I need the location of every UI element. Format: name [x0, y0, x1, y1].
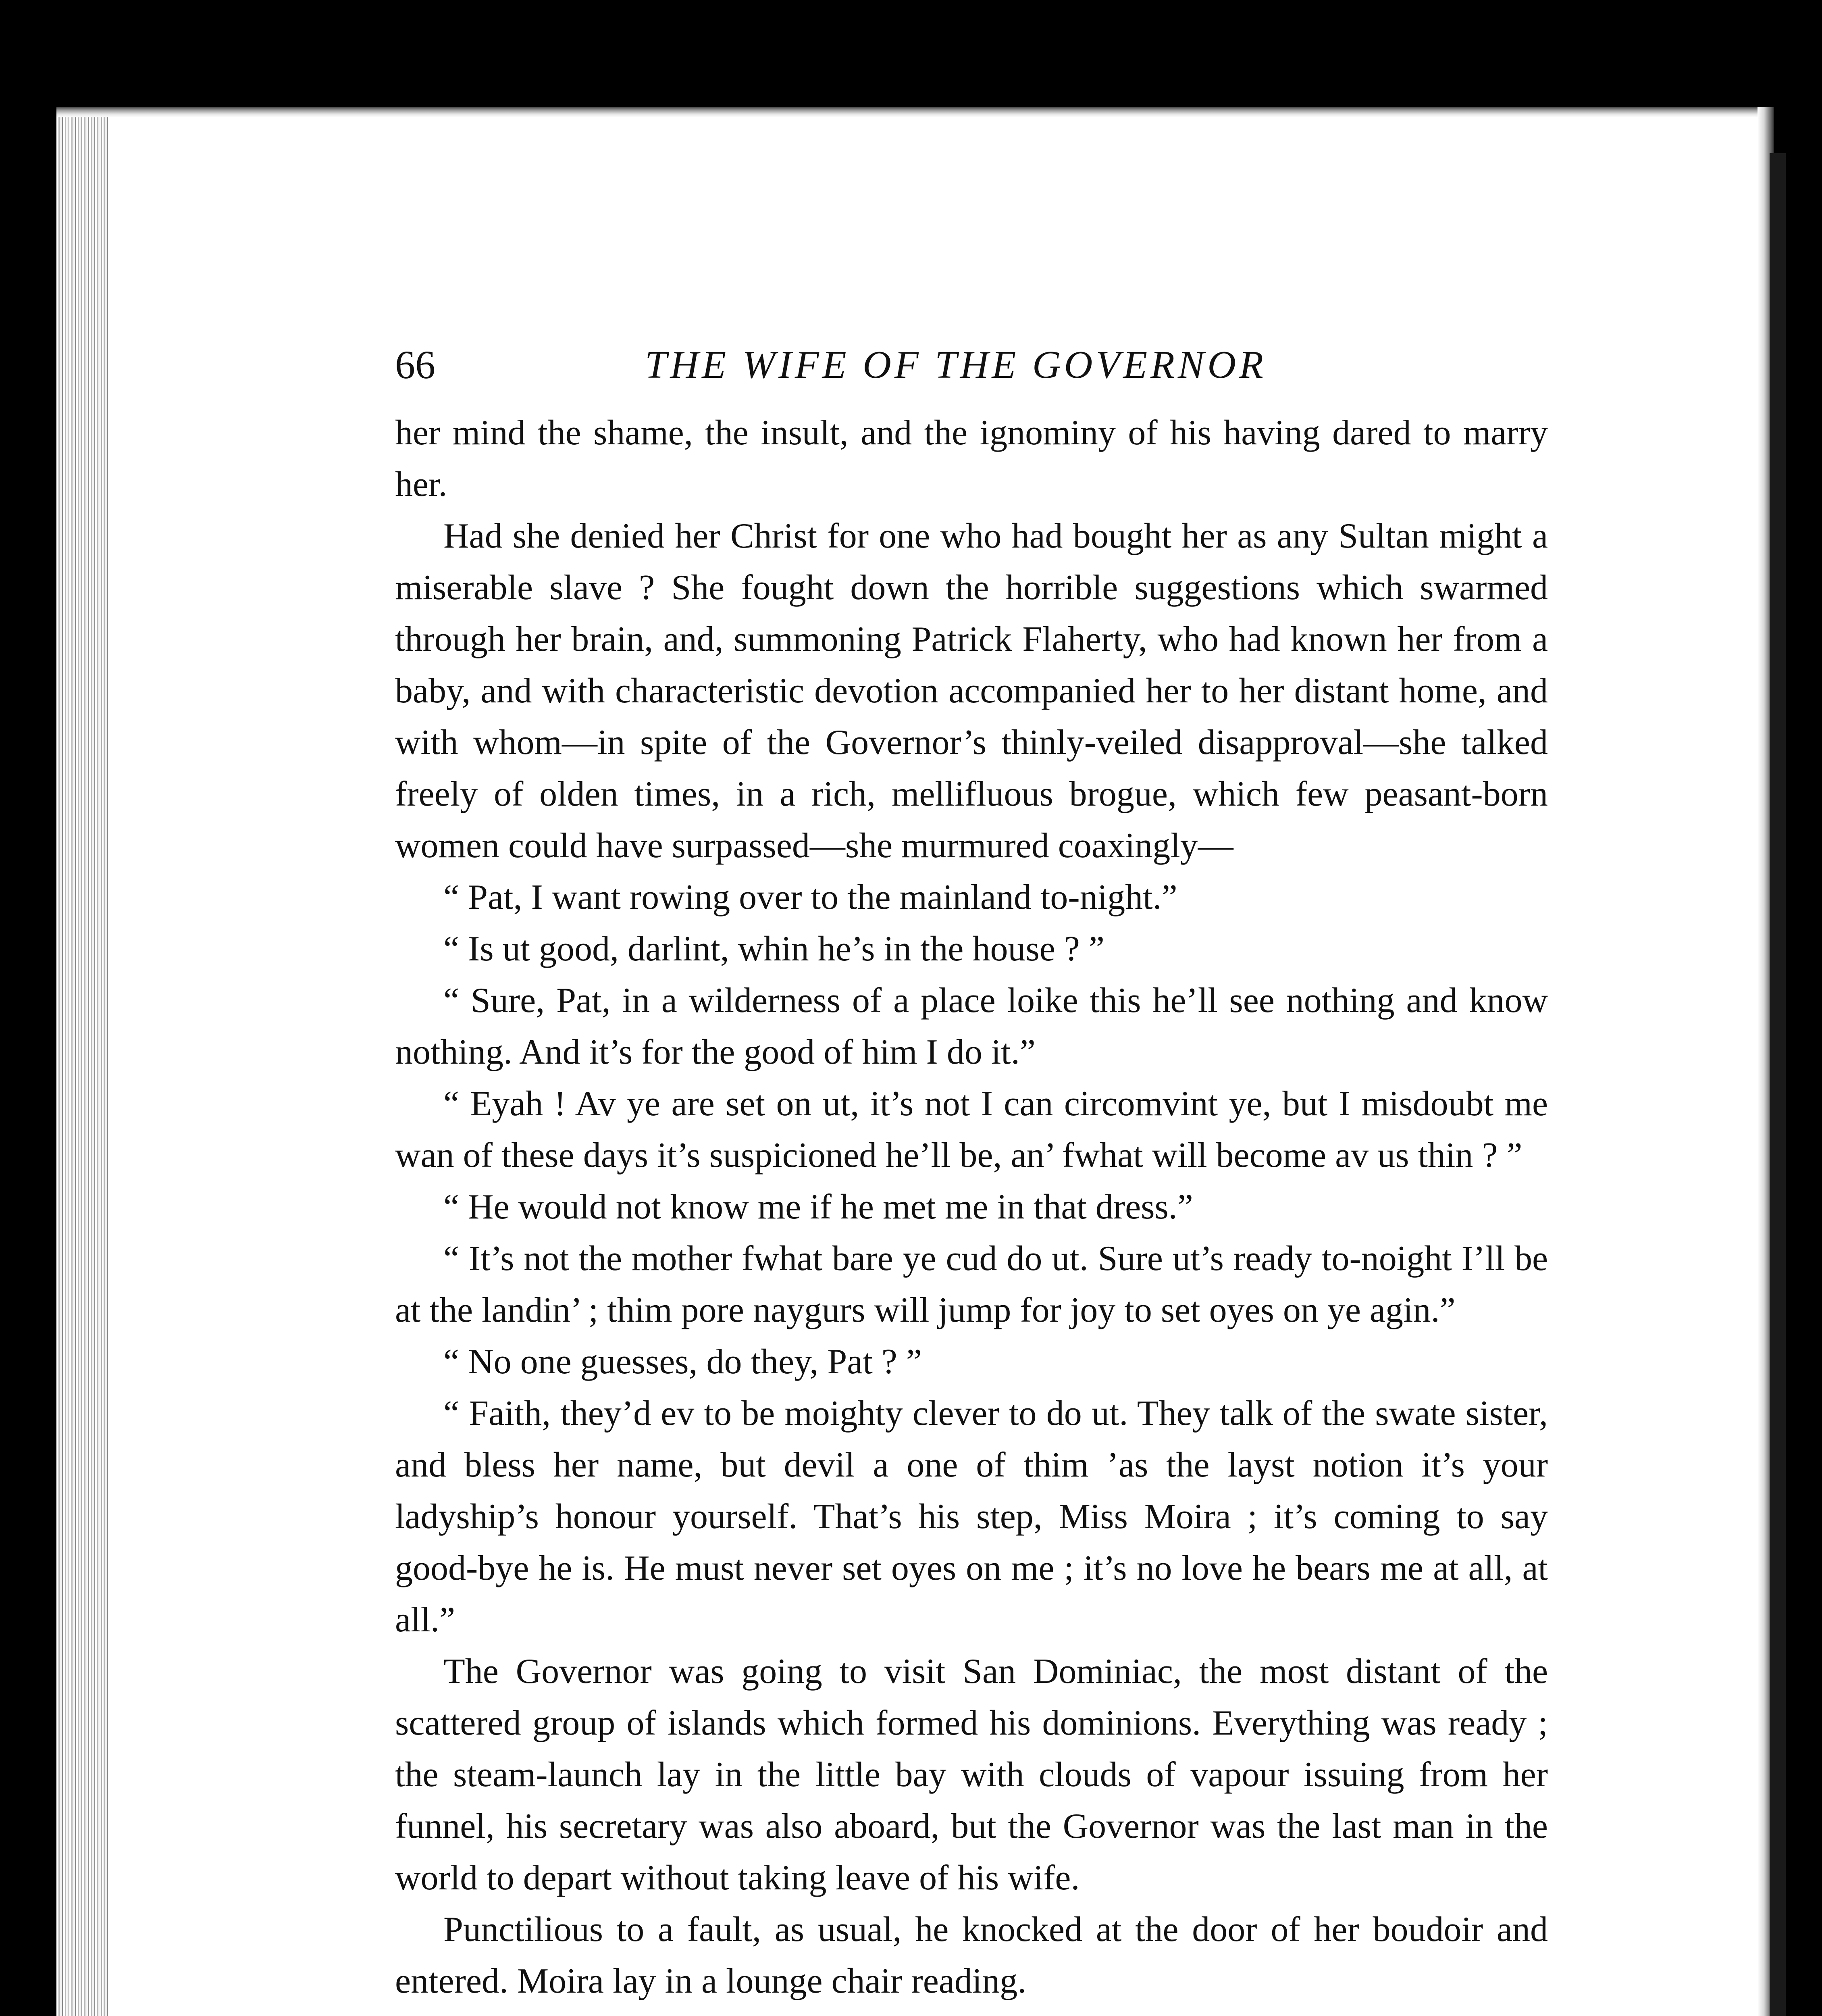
paragraph: Had she denied her Christ for one who had bought her as any Sultan might a miserable slave ? She fought down the horrible suggestions which swarmed through her brain, and, summoning Patrick Flaherty, who had known her from a baby, and with characteristic devotion accompanied her to her distant home, and with whom—in spite of the Governor’s thinly-veiled disapproval—she talked freely of olden times, in a rich, mellifluous brogue, which few peasant-born women could have surpassed—she murmured coaxingly—	[395, 516, 1548, 865]
running-head	[395, 337, 1564, 393]
running-title: THE WIFE OF THE GOVERNOR	[645, 343, 1267, 387]
paragraph: “ Sure, Pat, in a wilderness of a place loike this he’ll see nothing and know nothing. And it’s for the good of him I do it.”	[395, 981, 1548, 1072]
paragraph: “ He would not know me if he met me in that dress.”	[443, 1187, 1193, 1227]
paragraph: “ It’s not the mother fwhat bare ye cud do ut. Sure ut’s ready to-noight I’ll be at the landin’ ; thim pore naygurs will jump for joy to set oyes on ye agin.”	[395, 1239, 1548, 1330]
body-text	[395, 407, 1548, 2007]
paragraph: “ Is ut good, darlint, whin he’s in the house ? ”	[443, 929, 1104, 968]
paragraph: her mind the shame, the insult, and the ignominy of his having dared to marry her.	[395, 413, 1548, 504]
book-spine-shadow	[1770, 153, 1786, 2016]
paragraph: “ Faith, they’d ev to be moighty clever to do ut. They talk of the swate sister, and bless her name, but devil a one of thim ’as the layst notion it’s your ladyship’s honour yourself. That’s his step, Miss Moira ; it’s coming to say good-bye he is. He must never set oyes on me ; it’s no love he bears me at all, at all.”	[395, 1394, 1548, 1639]
page-number: 66	[395, 342, 435, 387]
paragraph: “ Eyah ! Av ye are set on ut, it’s not I can circomvint ye, but I misdoubt me wan of these days it’s suspicioned he’ll be, an’ fwhat will become av us thin ? ”	[395, 1084, 1548, 1175]
paragraph: “ No one guesses, do they, Pat ? ”	[443, 1342, 922, 1381]
paragraph: “ Pat, I want rowing over to the mainland to-night.”	[443, 878, 1177, 917]
paragraph: The Governor was going to visit San Dominiac, the most distant of the scattered group of islands which formed his dominions. Everything was ready ; the steam-launch lay in the little bay with clouds of vapour issuing from her funnel, his secretary was also aboard, but the Governor was the last man in the world to depart without taking leave of his wife.	[395, 1652, 1548, 1897]
page-shadow-top	[56, 107, 1774, 117]
page-stack-edge-left	[56, 107, 109, 2016]
paragraph: Punctilious to a fault, as usual, he knocked at the door of her boudoir and entered. Moira lay in a lounge chair reading.	[395, 1910, 1548, 2001]
